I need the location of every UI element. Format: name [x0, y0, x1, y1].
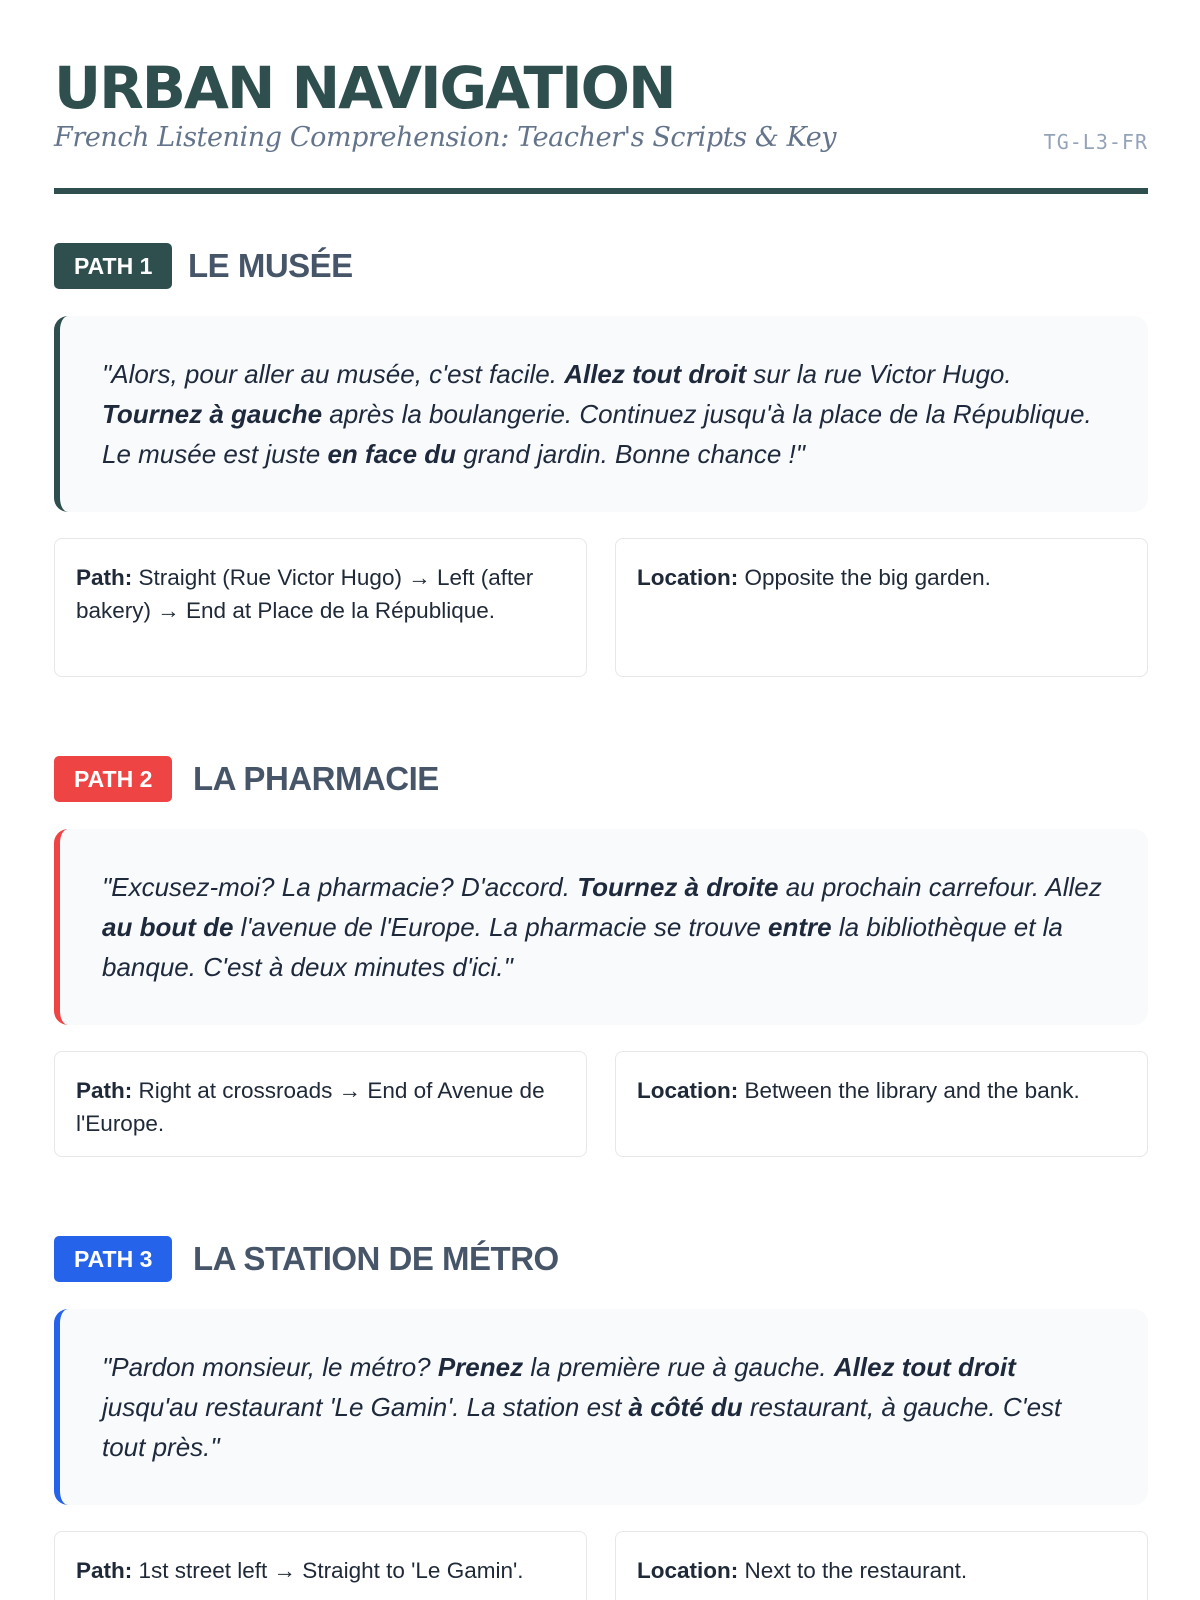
location-text: Between the library and the bank. [738, 1078, 1080, 1103]
script-fragment: la bibliothèque et la banque. C'est à deux minutes d'ici." [102, 912, 1063, 982]
script-keyword: à côté du [628, 1392, 743, 1422]
path-text: 1st street left → Straight to 'Le Gamin'. [132, 1558, 524, 1583]
script-keyword: Allez tout droit [833, 1352, 1016, 1382]
section-title: LA PHARMACIE [193, 760, 439, 797]
script-fragment: grand jardin. Bonne chance !" [456, 439, 805, 469]
script-fragment: la première rue à gauche. [523, 1352, 834, 1382]
path-label: Path: [76, 1078, 133, 1103]
script-text [102, 867, 1108, 987]
script-fragment: l'avenue de l'Europe. La pharmacie se trouve [233, 912, 769, 942]
location-label: Location: [637, 1558, 739, 1583]
document-subtitle: French Listening Comprehension: Teacher's Scripts & Key [54, 122, 837, 153]
script-fragment: restaurant, à gauche. C'est tout près." [102, 1392, 1062, 1462]
script-keyword: Prenez [437, 1352, 524, 1382]
script-text [102, 1347, 1108, 1467]
location-answer-card [615, 538, 1148, 677]
section-header [54, 756, 1148, 804]
script-fragment: au prochain carrefour. Allez [778, 872, 1102, 902]
location-label: Location: [637, 1078, 739, 1103]
section-header [54, 243, 1148, 291]
teacher-script [54, 316, 1148, 512]
script-keyword: Tournez à droite [577, 872, 779, 902]
path-answer-card [54, 1051, 587, 1157]
path-label: Path: [76, 1558, 133, 1583]
path-answer-card [54, 538, 587, 677]
script-keyword: entre [768, 912, 832, 942]
script-keyword: au bout de [102, 912, 234, 942]
document-header [54, 0, 1148, 194]
teacher-script [54, 1309, 1148, 1505]
section-header [54, 1236, 1148, 1284]
page [54, 0, 1148, 1583]
location-text: Next to the restaurant. [738, 1558, 968, 1583]
script-fragment: "Pardon monsieur, le métro? [102, 1352, 438, 1382]
path-badge: PATH 2 [54, 756, 172, 802]
path-text: Right at crossroads → End of Avenue de l'Europe. [76, 1078, 545, 1136]
location-text: Opposite the big garden. [738, 565, 991, 590]
script-fragment: "Alors, pour aller au musée, c'est facile. [102, 359, 565, 389]
script-fragment: après la boulangerie. Continuez jusqu'à la place de la République. Le musée est juste [102, 399, 1092, 469]
section-path-1 [54, 243, 1148, 623]
section-path-3 [54, 1236, 1148, 1583]
location-label: Location: [637, 565, 739, 590]
section-title: LE MUSÉE [188, 247, 353, 284]
path-badge: PATH 1 [54, 243, 172, 289]
document-code: TG-L3-FR [1043, 130, 1148, 154]
path-label: Path: [76, 565, 133, 590]
location-answer-card [615, 1051, 1148, 1157]
script-fragment: jusqu'au restaurant 'Le Gamin'. La station est [102, 1392, 629, 1422]
script-text [102, 354, 1108, 474]
script-fragment: sur la rue Victor Hugo. [746, 359, 1012, 389]
document-title: URBAN NAVIGATION [54, 54, 675, 122]
script-fragment: "Excusez-moi? La pharmacie? D'accord. [102, 872, 578, 902]
teacher-script [54, 829, 1148, 1025]
section-title: LA STATION DE MÉTRO [193, 1240, 559, 1277]
path-text: Straight (Rue Victor Hugo) → Left (after bakery) → End at Place de la République. [76, 565, 534, 623]
section-path-2 [54, 756, 1148, 1136]
script-keyword: Allez tout droit [564, 359, 747, 389]
script-keyword: en face du [327, 439, 457, 469]
path-badge: PATH 3 [54, 1236, 172, 1282]
path-answer-card [54, 1531, 587, 1600]
script-keyword: Tournez à gauche [102, 399, 323, 429]
location-answer-card [615, 1531, 1148, 1600]
